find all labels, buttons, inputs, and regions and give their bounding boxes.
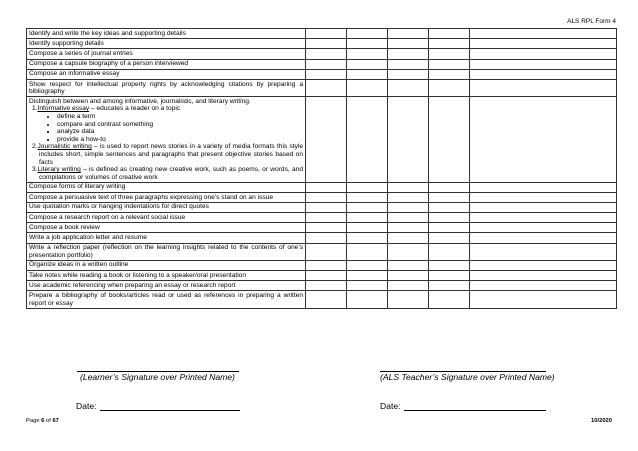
competency-cell: Compose a research report on a relevant social issue [27,212,306,222]
remarks-cell[interactable] [470,59,617,69]
rating-cell[interactable] [306,202,347,212]
rating-cell[interactable] [429,69,470,79]
rating-cell[interactable] [306,97,347,183]
table-row [27,193,617,203]
teacher-date-label: Date: [380,401,401,411]
table-row [27,79,617,96]
learner-date-label: Date: [76,401,97,411]
rating-cell[interactable] [306,271,347,281]
rating-cell[interactable] [306,233,347,243]
rating-cell[interactable] [429,260,470,270]
competency-cell: Identify supporting details [27,39,306,49]
competency-cell: Write a job application letter and resume [27,233,306,243]
rating-cell[interactable] [388,233,429,243]
rating-cell[interactable] [347,79,388,96]
item-text: – educates a reader on a topic [89,105,181,113]
rating-cell[interactable] [347,49,388,59]
distinguish-intro: Distinguish between and among informative, journalistic, and literary writing. [29,97,251,105]
rating-cell[interactable] [306,193,347,203]
rating-cell[interactable] [429,193,470,203]
rating-cell[interactable] [306,39,347,49]
item-text: – is defined as creating new creative work, such as poems, or words, and compilations or volumes of creative work [39,166,303,181]
remarks-cell[interactable] [470,260,617,270]
rating-cell[interactable] [347,212,388,222]
competency-table [26,28,617,309]
form-label: ALS RPL Form 4 [567,18,616,25]
rating-cell[interactable] [388,49,429,59]
rating-cell[interactable] [388,223,429,233]
rating-cell[interactable] [429,212,470,222]
remarks-cell[interactable] [470,271,617,281]
rating-cell[interactable] [429,79,470,96]
rating-cell[interactable] [388,260,429,270]
rating-cell[interactable] [306,260,347,270]
rating-cell[interactable] [306,49,347,59]
remarks-cell[interactable] [470,243,617,260]
table-row [27,260,617,270]
rating-cell[interactable] [306,182,347,192]
numbered-item [29,105,303,113]
rating-cell[interactable] [429,29,470,39]
item-number: 3. [32,166,38,174]
rating-cell[interactable] [347,223,388,233]
rating-cell[interactable] [429,223,470,233]
table-row [27,291,617,308]
remarks-cell[interactable] [470,49,617,59]
rating-cell[interactable] [429,39,470,49]
table-row [27,243,617,260]
table-row [27,39,617,49]
table-row [27,233,617,243]
bullet-item: • analyze data [57,128,303,136]
teacher-signature-label: (ALS Teacher’s Signature over Printed Name) [380,372,555,382]
table-row [27,97,617,183]
rating-cell[interactable] [347,59,388,69]
rating-cell[interactable] [388,291,429,308]
remarks-cell[interactable] [470,97,617,183]
competency-cell: Identify and write the key ideas and supporting details [27,29,306,39]
rating-cell[interactable] [388,97,429,183]
rating-cell[interactable] [429,271,470,281]
rating-cell[interactable] [347,260,388,270]
rating-cell[interactable] [347,202,388,212]
item-term: Journalistic writing [37,143,92,151]
competency-cell: Prepare a bibliography of books/articles read or used as references in preparing a written report or essay [27,291,306,308]
remarks-cell[interactable] [470,29,617,39]
rating-cell[interactable] [429,243,470,260]
rating-cell[interactable] [388,281,429,291]
rating-cell[interactable] [306,281,347,291]
remarks-cell[interactable] [470,281,617,291]
page-number: Page 6 of 67 [26,418,59,424]
learner-date-line[interactable] [100,410,240,411]
rating-cell[interactable] [306,69,347,79]
rating-cell[interactable] [429,281,470,291]
rating-cell[interactable] [388,79,429,96]
rating-cell[interactable] [388,202,429,212]
competency-cell: Compose a series of journal entries [27,49,306,59]
table-row [27,182,617,192]
remarks-cell[interactable] [470,233,617,243]
table-row [27,212,617,222]
rating-cell[interactable] [347,233,388,243]
competency-cell: Compose an informative essay [27,69,306,79]
table-row [27,69,617,79]
numbered-item [29,143,303,166]
rating-cell[interactable] [429,97,470,183]
rating-cell[interactable] [388,212,429,222]
rating-cell[interactable] [347,291,388,308]
rating-cell[interactable] [429,49,470,59]
table-row [27,281,617,291]
rating-cell[interactable] [306,29,347,39]
table-row [27,59,617,69]
rating-cell[interactable] [388,39,429,49]
item-term: Literary writing [37,166,81,174]
teacher-date-line[interactable] [404,410,546,411]
remarks-cell[interactable] [470,79,617,96]
rating-cell[interactable] [347,69,388,79]
remarks-cell[interactable] [470,193,617,203]
rating-cell[interactable] [347,29,388,39]
rating-cell[interactable] [429,202,470,212]
rating-cell[interactable] [429,59,470,69]
rating-cell[interactable] [347,39,388,49]
bullet-item: • define a term [57,113,303,121]
rating-cell[interactable] [347,193,388,203]
rating-cell[interactable] [306,59,347,69]
rating-cell[interactable] [388,193,429,203]
competency-cell: Show respect for intellectual property rights by acknowledging citations by preparing a bibliography [27,79,306,96]
remarks-cell[interactable] [470,182,617,192]
rating-cell[interactable] [306,212,347,222]
remarks-cell[interactable] [470,69,617,79]
rating-cell[interactable] [388,243,429,260]
rating-cell[interactable] [347,243,388,260]
remarks-cell[interactable] [470,212,617,222]
table-row [27,202,617,212]
rating-cell[interactable] [347,271,388,281]
form-version: 10/2020 [591,418,612,424]
rating-cell[interactable] [306,79,347,96]
rating-cell[interactable] [306,223,347,233]
item-term: Informative essay [37,105,90,113]
competency-cell: Compose a book review [27,223,306,233]
table-row [27,29,617,39]
table-row [27,49,617,59]
item-text: – is used to report news stories in a variety of media formats this style includes short, simple sentences and paragraphs that present objective stories based on facts [39,143,303,166]
remarks-cell[interactable] [470,291,617,308]
competency-cell: Compose a persuasive text of three paragraphs expressing one’s stand on an issue [27,193,306,203]
rating-cell[interactable] [306,291,347,308]
rating-cell[interactable] [429,233,470,243]
bullet-item: • provide a how-to [57,136,303,144]
rating-cell[interactable] [347,281,388,291]
table-row [27,271,617,281]
bullet-list [29,113,303,143]
learner-signature-label: (Learner’s Signature over Printed Name) [80,372,235,382]
remarks-cell[interactable] [470,223,617,233]
rating-cell[interactable] [388,271,429,281]
competency-cell: Use academic referencing when preparing an essay or research report [27,281,306,291]
competency-cell: Compose a capsule biography of a person interviewed [27,59,306,69]
competency-cell: Organize ideas in a written outline [27,260,306,270]
rating-cell[interactable] [388,59,429,69]
rating-cell[interactable] [388,69,429,79]
rating-cell[interactable] [306,243,347,260]
item-number: 1. [32,105,38,113]
remarks-cell[interactable] [470,39,617,49]
item-number: 2. [32,143,38,151]
rating-cell[interactable] [429,182,470,192]
competency-cell: Write a reflection paper (reflection on the learning insights related to the contents of one’s presentation portfolio) [27,243,306,260]
rating-cell[interactable] [347,182,388,192]
competency-cell: Take notes while reading a book or listening to a speaker/oral presentation [27,271,306,281]
rating-cell[interactable] [388,29,429,39]
competency-cell: Compose forms of literary writing [27,182,306,192]
rating-cell[interactable] [429,291,470,308]
table-row [27,223,617,233]
competency-cell-distinguish [27,97,306,183]
rating-cell[interactable] [347,97,388,183]
rating-cell[interactable] [388,182,429,192]
numbered-item [29,166,303,181]
competency-cell: Use quotation marks or hanging indentations for direct quotes [27,202,306,212]
bullet-item: • compare and contrast something [57,121,303,129]
remarks-cell[interactable] [470,202,617,212]
